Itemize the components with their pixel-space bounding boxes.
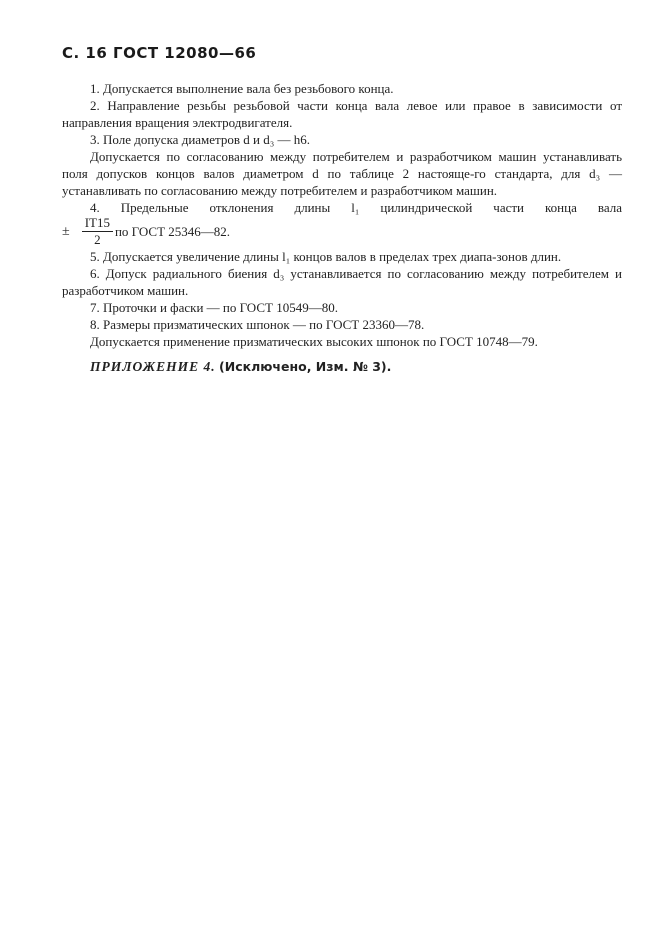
item-1: 1. Допускается выполнение вала без резьбового конца.: [90, 81, 394, 96]
item-3-note: Допускается по согласованию между потребителем и разработчиком машин устанавливать поля допусков концов валов диаметром d по таблице 2 настояще-го стандарта, для d₃ — устанавливать по согласованию между потребителем и разработчиком машин.: [62, 149, 622, 198]
plus-minus-sign: ±: [62, 223, 70, 239]
item-8: 8. Размеры призматических шпонок — по ГОСТ 23360—78.: [90, 317, 425, 332]
document-body: [62, 80, 622, 375]
item-5: 5. Допускается увеличение длины l₁ концов валов в пределах трех диапа-зонов длин.: [90, 249, 562, 264]
item-8-note: Допускается применение призматических высоких шпонок по ГОСТ 10748—79.: [90, 334, 538, 349]
item-7: 7. Проточки и фаски — по ГОСТ 10549—80.: [90, 300, 338, 315]
item-6: 6. Допуск радиального биения d₃ устанавливается по согласованию между потребителем и разработчиком машин.: [62, 266, 622, 298]
item-2: 2. Направление резьбы резьбовой части конца вала левое или правое в зависимости от направления вращения электродвигателя.: [62, 98, 622, 130]
item-3: 3. Поле допуска диаметров d и d₃ — h6.: [90, 132, 311, 147]
tolerance-formula: [62, 214, 622, 248]
fraction-denominator: 2: [94, 231, 101, 247]
item-4: 4. Предельные отклонения длины l₁ цилиндрической части конца вала: [90, 200, 622, 215]
fraction-numerator: IT15: [82, 216, 113, 232]
fraction: [82, 216, 113, 247]
appendix-line: [62, 358, 622, 375]
appendix-title: ПРИЛОЖЕНИЕ 4.: [90, 359, 216, 374]
appendix-note: (Исключено, Изм. № 3).: [219, 359, 392, 374]
page-header: С. 16 ГОСТ 12080—66: [62, 44, 257, 62]
formula-reference: по ГОСТ 25346—82.: [114, 223, 231, 239]
